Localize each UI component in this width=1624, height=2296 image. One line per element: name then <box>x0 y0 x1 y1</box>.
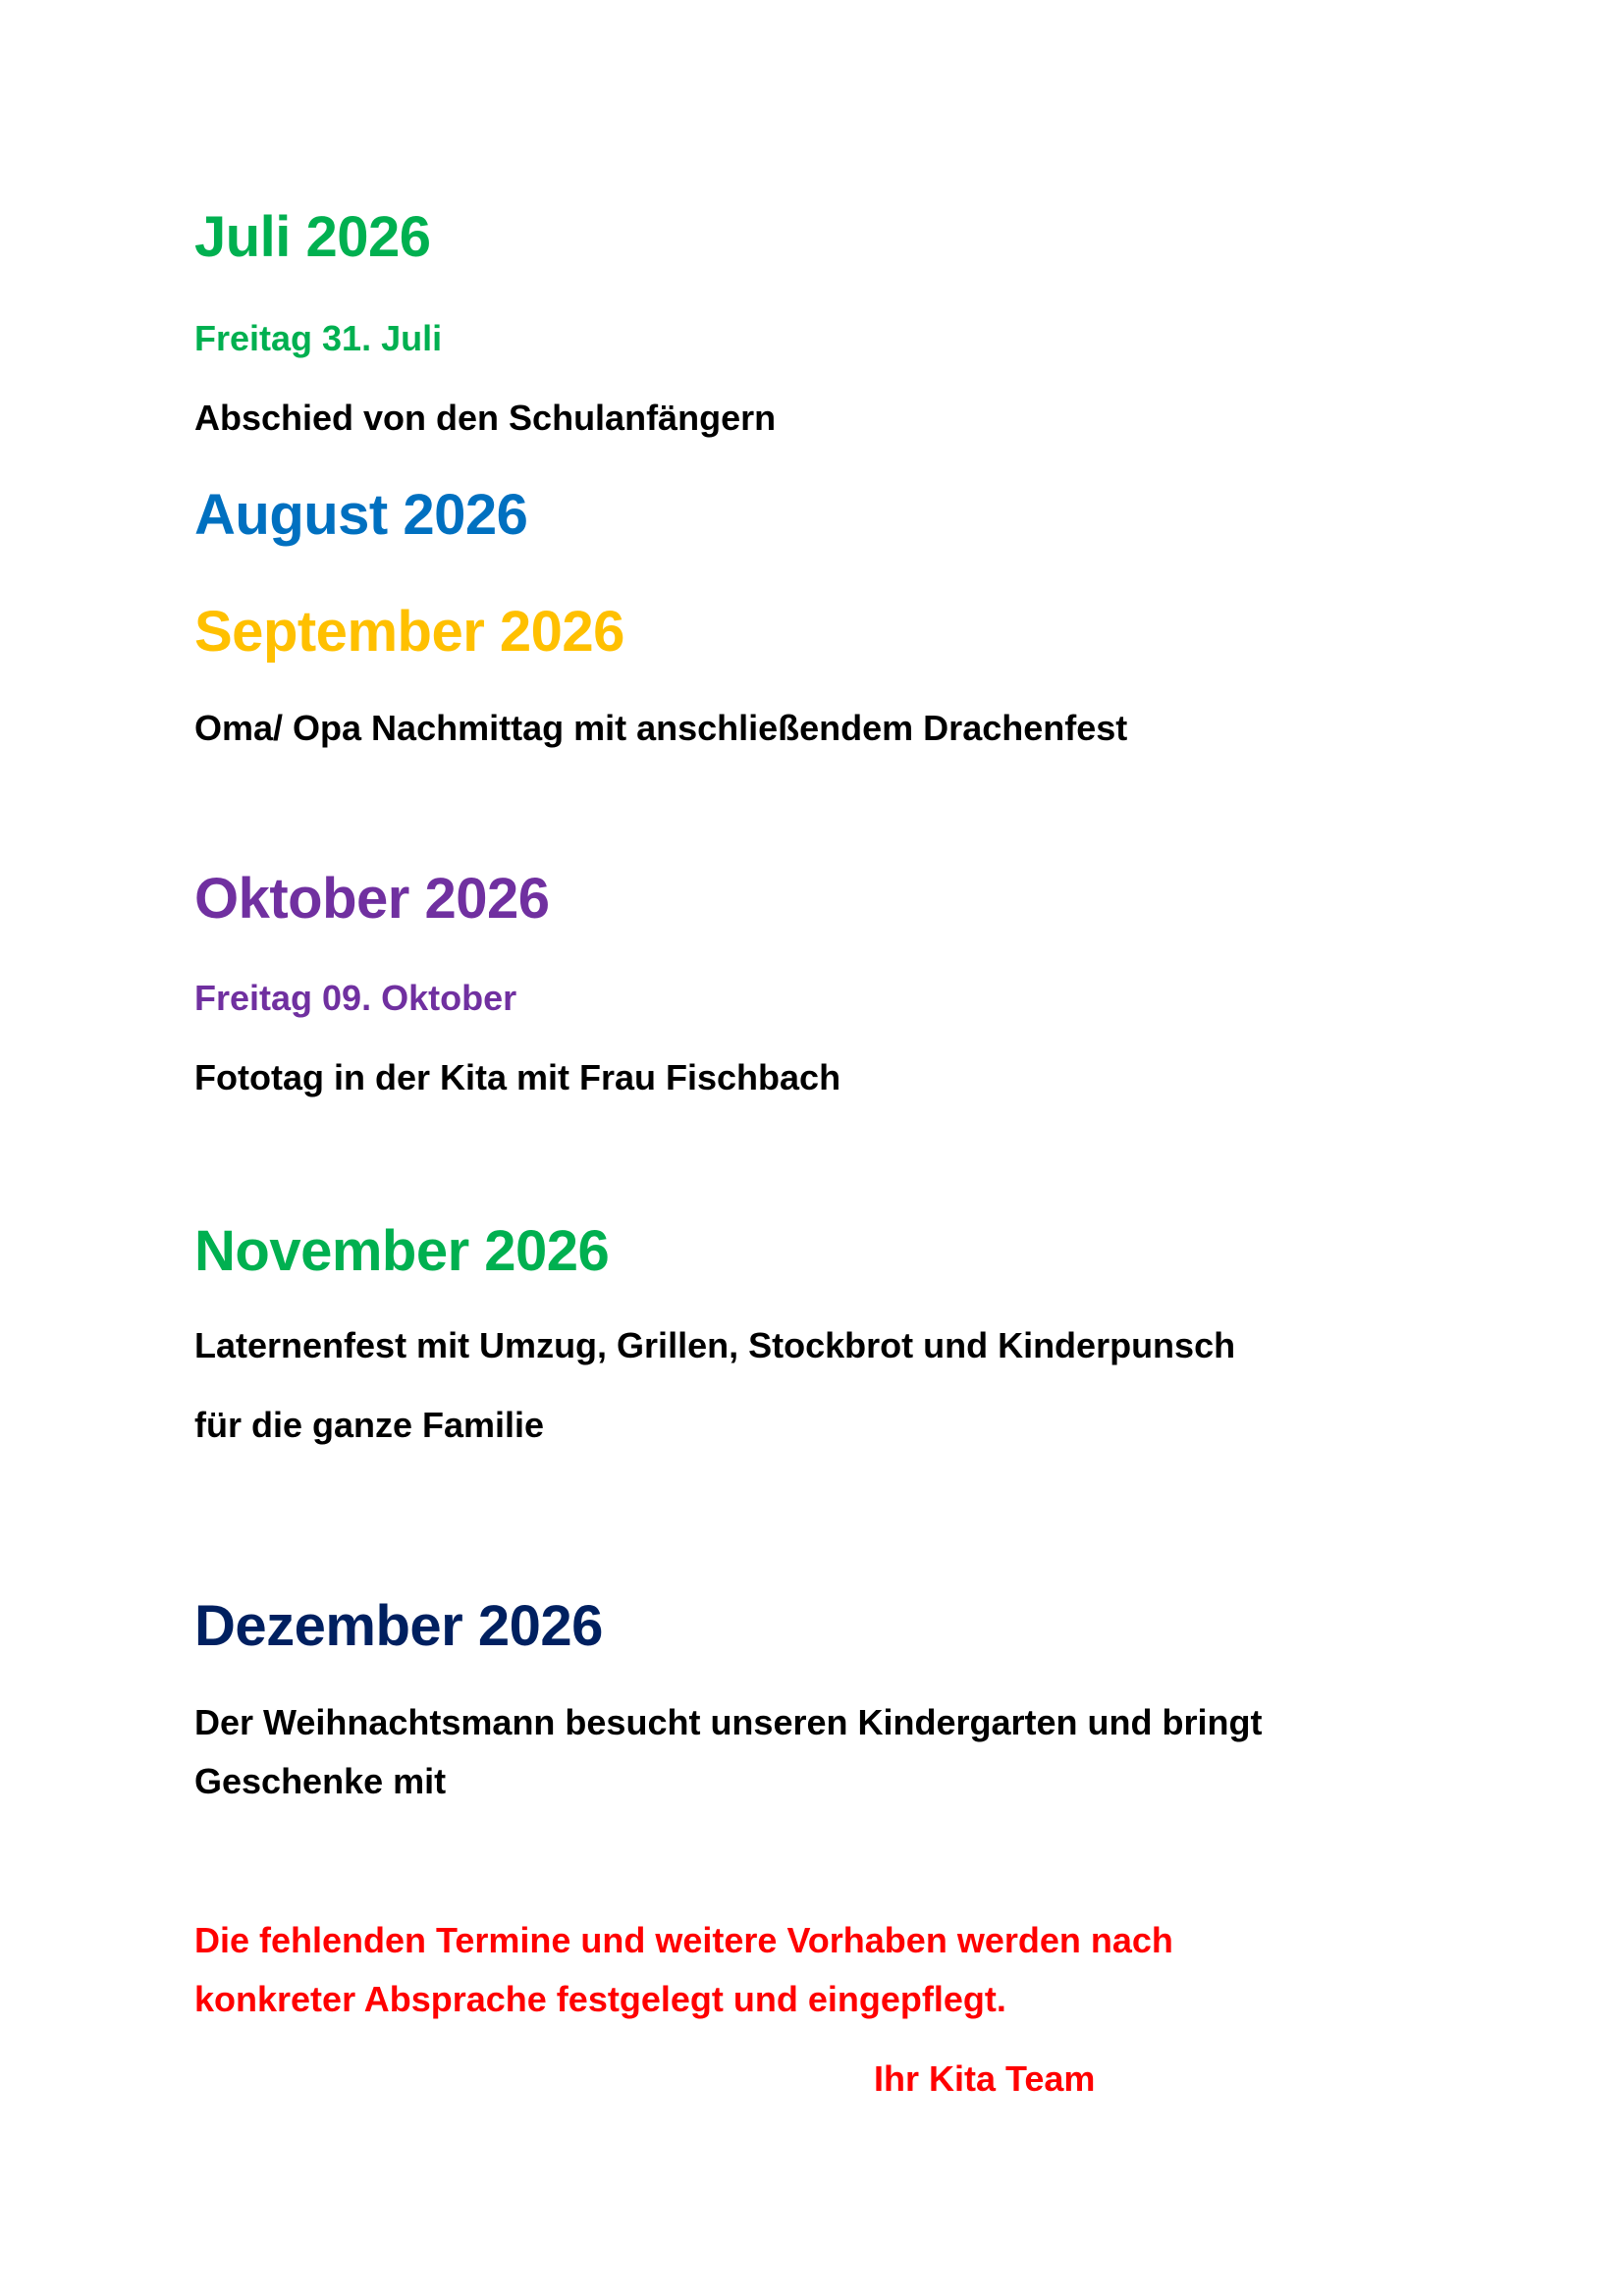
event-oktober: Fototag in der Kita mit Frau Fischbach <box>194 1057 841 1097</box>
heading-oktober: Oktober 2026 <box>194 867 550 931</box>
event-november-line2: für die ganze Familie <box>194 1405 545 1445</box>
heading-dezember: Dezember 2026 <box>194 1594 603 1658</box>
heading-juli: Juli 2026 <box>194 205 431 269</box>
event-dezember-line2: Geschenke mit <box>194 1761 447 1801</box>
event-juli: Abschied von den Schulanfängern <box>194 398 777 438</box>
footer-note-line1: Die fehlenden Termine und weitere Vorhaben werden nach <box>194 1920 1173 1960</box>
heading-august: August 2026 <box>194 483 528 547</box>
event-november-line1: Laternenfest mit Umzug, Grillen, Stockbrot und Kinderpunsch <box>194 1325 1236 1365</box>
heading-november: November 2026 <box>194 1219 610 1283</box>
date-juli: Freitag 31. Juli <box>194 318 443 358</box>
heading-september: September 2026 <box>194 600 624 664</box>
date-oktober: Freitag 09. Oktober <box>194 978 517 1018</box>
footer-note-line2: konkreter Absprache festgelegt und eingepflegt. <box>194 1979 1006 2019</box>
event-september: Oma/ Opa Nachmittag mit anschließendem Drachenfest <box>194 708 1128 748</box>
event-dezember-line1: Der Weihnachtsmann besucht unseren Kindergarten und bringt <box>194 1702 1263 1742</box>
signature: Ihr Kita Team <box>874 2058 1096 2099</box>
